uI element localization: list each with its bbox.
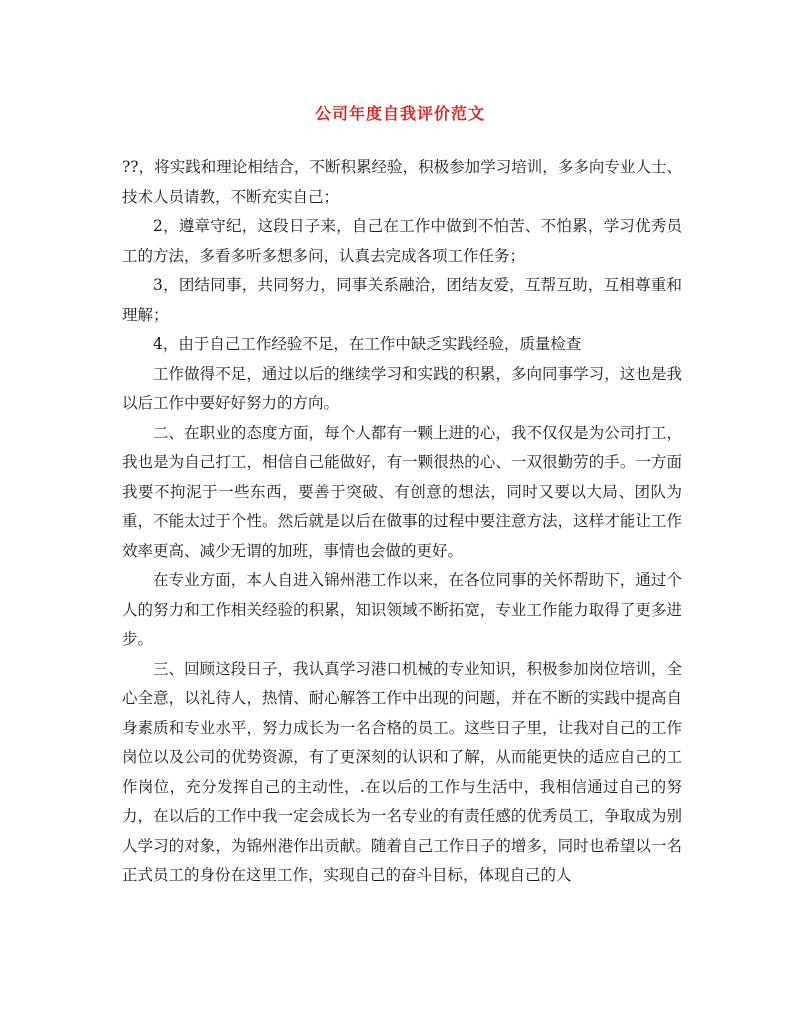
paragraph-7: 在专业方面，本人自进入锦州港工作以来，在各位同事的关怀帮助下，通过个人的努力和工作相关经验的积累，知识领域不断拓宽，专业工作能力取得了更多进步。 (122, 571, 682, 648)
paragraph-6: 二、在职业的态度方面，每个人都有一颗上进的心，我不仅仅是为公司打工，我也是为自己打工，相信自己能做好，有一颗很热的心、一双很勤劳的手。一方面我要不拘泥于一些东西，要善于突破、有创意的想法，同时又要以大局、团队为重，不能太过于个性。然后就是以后在做事的过程中要注意方法，这样才能让工作效率更高、减少无谓的加班，事情也会做的更好。 (122, 423, 682, 560)
paragraph-4: 4，由于自己工作经验不足，在工作中缺乏实践经验，质量检查 (153, 335, 582, 353)
document-title: 公司年度自我评价范文 (314, 104, 485, 123)
paragraph-5: 工作做得不足，通过以后的继续学习和实践的积累，多向同事学习，这也是我以后工作中要好好努力的方向。 (122, 364, 682, 412)
paragraph-1: ??，将实践和理论相结合，不断积累经验，积极参加学习培训，多多向专业人士、技术人员请教，不断充实自己； (122, 158, 682, 206)
document-body (122, 153, 682, 891)
paragraph-3: 3，团结同事，共同努力，同事关系融洽，团结友爱，互帮互助，互相尊重和理解； (122, 276, 682, 324)
paragraph-8: 三、回顾这段日子，我认真学习港口机械的专业知识，积极参加岗位培训，全心全意，以礼待人，热情、耐心解答工作中出现的问题，并在不断的实践中提高自身素质和专业水平，努力成长为一名合格的员工。这些日子里，让我对自己的工作岗位以及公司的优势资源，有了更深刻的认识和了解，从而能更快的适应自己的工作岗位，充分发挥自己的主动性，.在以后的工作与生活中，我相信通过自己的努力，在以后的工作中我一定会成长为一名专业的有责任感的优秀员工，争取成为别人学习的对象，为锦州港作出贡献。随着自己工作日子的增多，同时也希望以一名正式员工的身份在这里工作，实现自己的奋斗目标，体现自己的人 (122, 659, 682, 884)
paragraph-2: 2，遵章守纪，这段日子来，自己在工作中做到不怕苦、不怕累，学习优秀员工的方法，多看多听多想多问，认真去完成各项工作任务； (122, 217, 682, 265)
